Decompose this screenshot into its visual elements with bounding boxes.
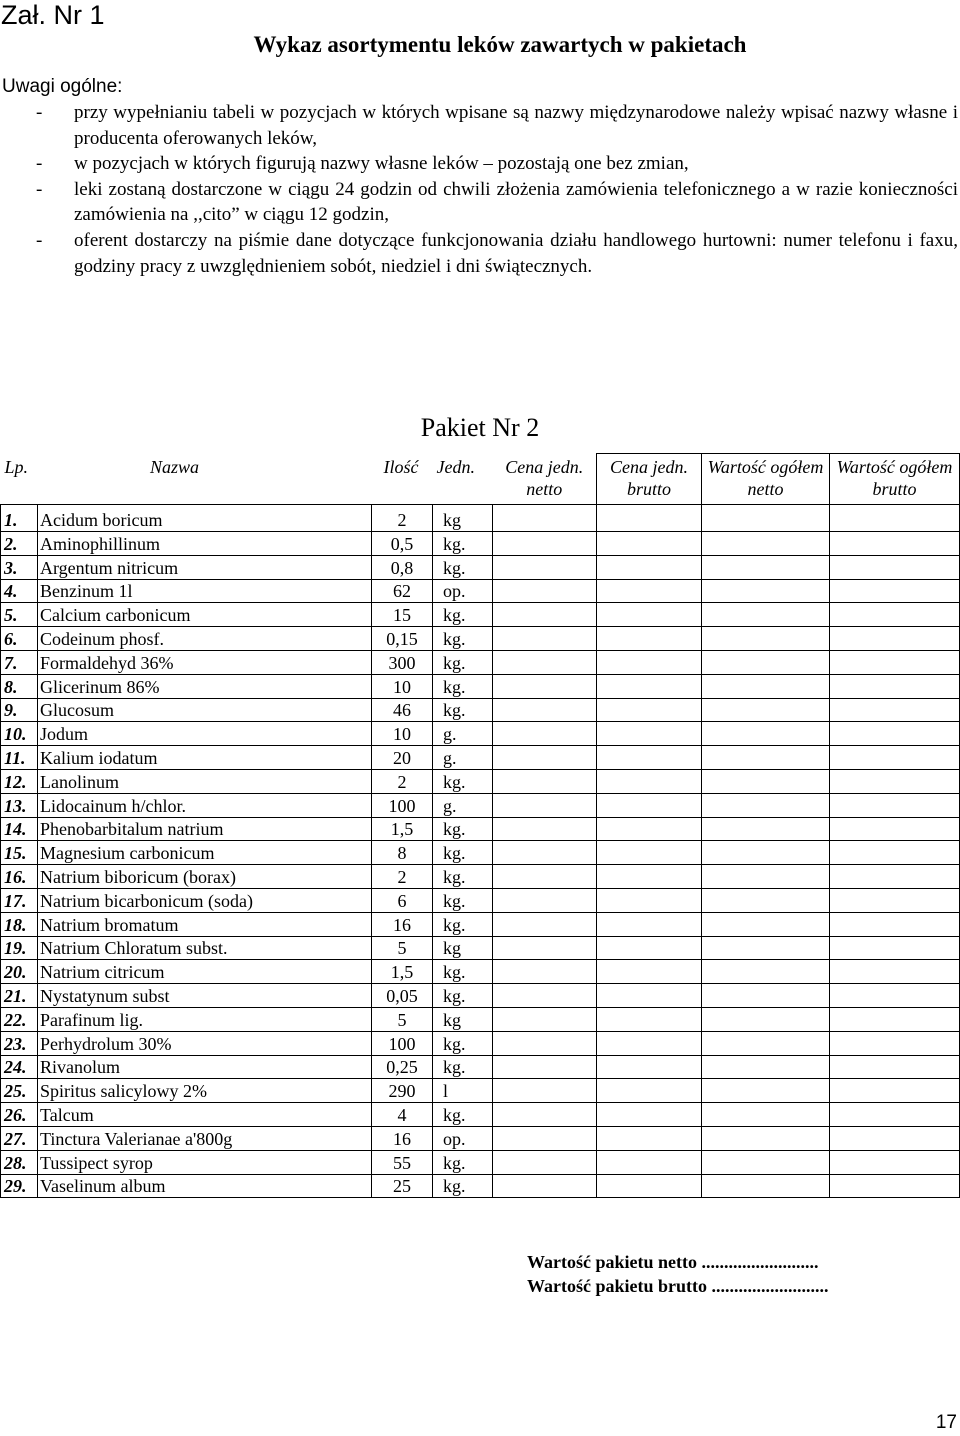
row-total-net-input[interactable] bbox=[702, 1150, 830, 1174]
summary-net: Wartość pakietu netto .......................... bbox=[527, 1252, 819, 1272]
row-name: Lanolinum bbox=[38, 769, 372, 793]
row-name: Vaselinum album bbox=[38, 1174, 372, 1198]
row-unit-net-input[interactable] bbox=[493, 603, 597, 627]
row-unit-gross-input[interactable] bbox=[597, 674, 702, 698]
row-total-gross-input[interactable] bbox=[830, 865, 960, 889]
row-qty: 100 bbox=[372, 1031, 433, 1055]
row-total-gross-input[interactable] bbox=[830, 769, 960, 793]
table-row bbox=[1, 960, 960, 984]
table-row bbox=[1, 1103, 960, 1127]
row-lp: 27. bbox=[1, 1126, 38, 1150]
row-lp: 28. bbox=[1, 1150, 38, 1174]
row-lp: 4. bbox=[1, 579, 38, 603]
row-unit: kg bbox=[433, 505, 493, 532]
column-header-unit-gross: Cena jedn. brutto bbox=[597, 454, 702, 505]
row-unit-gross-input[interactable] bbox=[597, 1055, 702, 1079]
row-qty: 2 bbox=[372, 769, 433, 793]
row-lp: 19. bbox=[1, 936, 38, 960]
row-unit: kg. bbox=[433, 603, 493, 627]
row-unit-net-input[interactable] bbox=[493, 1126, 597, 1150]
row-total-net-input[interactable] bbox=[702, 1055, 830, 1079]
row-unit-net-input[interactable] bbox=[493, 746, 597, 770]
table-body bbox=[1, 505, 960, 1198]
row-unit: kg. bbox=[433, 912, 493, 936]
row-unit-gross-input[interactable] bbox=[597, 1150, 702, 1174]
row-name: Natrium bromatum bbox=[38, 912, 372, 936]
row-total-net-input[interactable] bbox=[702, 1103, 830, 1127]
row-unit-gross-input[interactable] bbox=[597, 817, 702, 841]
row-qty: 55 bbox=[372, 1150, 433, 1174]
row-unit-gross-input[interactable] bbox=[597, 603, 702, 627]
row-name: Natrium biboricum (borax) bbox=[38, 865, 372, 889]
row-unit: kg. bbox=[433, 674, 493, 698]
row-unit: kg bbox=[433, 936, 493, 960]
row-total-gross-input[interactable] bbox=[830, 1055, 960, 1079]
table-row bbox=[1, 579, 960, 603]
row-lp: 2. bbox=[1, 532, 38, 556]
row-total-gross-input[interactable] bbox=[830, 603, 960, 627]
row-name: Tussipect syrop bbox=[38, 1150, 372, 1174]
row-unit-gross-input[interactable] bbox=[597, 1007, 702, 1031]
table-row bbox=[1, 1031, 960, 1055]
table-row bbox=[1, 1126, 960, 1150]
row-lp: 9. bbox=[1, 698, 38, 722]
row-total-gross-input[interactable] bbox=[830, 579, 960, 603]
row-qty: 1,5 bbox=[372, 817, 433, 841]
row-total-gross-input[interactable] bbox=[830, 505, 960, 532]
row-total-gross-input[interactable] bbox=[830, 532, 960, 556]
row-total-net-input[interactable] bbox=[702, 865, 830, 889]
page-number: 17 bbox=[935, 1412, 957, 1433]
column-header-unit-net: Cena jedn. netto bbox=[505, 456, 584, 499]
row-unit-gross-input[interactable] bbox=[597, 865, 702, 889]
table-row bbox=[1, 912, 960, 936]
row-lp: 24. bbox=[1, 1055, 38, 1079]
row-total-net-input[interactable] bbox=[702, 722, 830, 746]
row-unit-gross-input[interactable] bbox=[597, 746, 702, 770]
table-header-row bbox=[1, 454, 960, 505]
row-name: Talcum bbox=[38, 1103, 372, 1127]
row-total-net-input[interactable] bbox=[702, 841, 830, 865]
row-total-gross-input[interactable] bbox=[830, 746, 960, 770]
row-unit: kg. bbox=[433, 1174, 493, 1198]
row-name: Glucosum bbox=[38, 698, 372, 722]
row-total-net-input[interactable] bbox=[702, 627, 830, 651]
row-unit: kg. bbox=[433, 650, 493, 674]
row-unit-net-input[interactable] bbox=[493, 912, 597, 936]
row-qty: 6 bbox=[372, 888, 433, 912]
row-unit: kg. bbox=[433, 555, 493, 579]
row-lp: 17. bbox=[1, 888, 38, 912]
row-name: Calcium carbonicum bbox=[38, 603, 372, 627]
row-qty: 2 bbox=[372, 505, 433, 532]
row-qty: 10 bbox=[372, 722, 433, 746]
table-row bbox=[1, 650, 960, 674]
row-name: Acidum boricum bbox=[38, 505, 372, 532]
table-row bbox=[1, 984, 960, 1008]
row-name: Aminophillinum bbox=[38, 532, 372, 556]
row-name: Spiritus salicylowy 2% bbox=[38, 1079, 372, 1103]
row-total-gross-input[interactable] bbox=[830, 674, 960, 698]
row-lp: 7. bbox=[1, 650, 38, 674]
row-unit-net-input[interactable] bbox=[493, 1079, 597, 1103]
table-row bbox=[1, 698, 960, 722]
row-lp: 22. bbox=[1, 1007, 38, 1031]
row-name: Tinctura Valerianae a'800g bbox=[38, 1126, 372, 1150]
row-total-gross-input[interactable] bbox=[830, 1174, 960, 1198]
row-unit: kg. bbox=[433, 769, 493, 793]
row-unit-gross-input[interactable] bbox=[597, 1031, 702, 1055]
row-total-gross-input[interactable] bbox=[830, 841, 960, 865]
row-total-net-input[interactable] bbox=[702, 1079, 830, 1103]
row-unit-gross-input[interactable] bbox=[597, 555, 702, 579]
row-unit: kg. bbox=[433, 698, 493, 722]
row-total-net-input[interactable] bbox=[702, 912, 830, 936]
notes-heading: Uwagi ogólne: bbox=[2, 76, 123, 97]
table-row bbox=[1, 865, 960, 889]
row-unit: kg. bbox=[433, 841, 493, 865]
table-row bbox=[1, 1150, 960, 1174]
row-unit-gross-input[interactable] bbox=[597, 960, 702, 984]
table-row bbox=[1, 555, 960, 579]
row-name: Phenobarbitalum natrium bbox=[38, 817, 372, 841]
row-total-gross-input[interactable] bbox=[830, 1079, 960, 1103]
row-unit: kg bbox=[433, 1007, 493, 1031]
row-lp: 10. bbox=[1, 722, 38, 746]
table-row bbox=[1, 532, 960, 556]
row-lp: 3. bbox=[1, 555, 38, 579]
row-lp: 16. bbox=[1, 865, 38, 889]
row-name: Kalium iodatum bbox=[38, 746, 372, 770]
row-unit-gross-input[interactable] bbox=[597, 1079, 702, 1103]
row-name: Natrium Chloratum subst. bbox=[38, 936, 372, 960]
row-total-gross-input[interactable] bbox=[830, 888, 960, 912]
row-qty: 62 bbox=[372, 579, 433, 603]
row-name: Formaldehyd 36% bbox=[38, 650, 372, 674]
row-total-net-input[interactable] bbox=[702, 1031, 830, 1055]
row-qty: 1,5 bbox=[372, 960, 433, 984]
row-lp: 20. bbox=[1, 960, 38, 984]
row-qty: 0,15 bbox=[372, 627, 433, 651]
row-total-net-input[interactable] bbox=[702, 579, 830, 603]
row-qty: 15 bbox=[372, 603, 433, 627]
row-total-gross-input[interactable] bbox=[830, 1103, 960, 1127]
row-total-net-input[interactable] bbox=[702, 960, 830, 984]
row-lp: 29. bbox=[1, 1174, 38, 1198]
row-unit: kg. bbox=[433, 865, 493, 889]
row-name: Natrium citricum bbox=[38, 960, 372, 984]
row-qty: 20 bbox=[372, 746, 433, 770]
row-qty: 10 bbox=[372, 674, 433, 698]
row-unit-gross-input[interactable] bbox=[597, 841, 702, 865]
table-row bbox=[1, 817, 960, 841]
table-row bbox=[1, 793, 960, 817]
row-unit-net-input[interactable] bbox=[493, 960, 597, 984]
row-unit: kg. bbox=[433, 888, 493, 912]
row-unit-net-input[interactable] bbox=[493, 793, 597, 817]
column-header-total-net: Wartość ogółem netto bbox=[702, 454, 830, 505]
row-total-gross-input[interactable] bbox=[830, 698, 960, 722]
row-unit-net-input[interactable] bbox=[493, 627, 597, 651]
row-unit: kg. bbox=[433, 532, 493, 556]
row-unit-net-input[interactable] bbox=[493, 722, 597, 746]
table-row bbox=[1, 936, 960, 960]
row-qty: 100 bbox=[372, 793, 433, 817]
row-lp: 25. bbox=[1, 1079, 38, 1103]
row-total-gross-input[interactable] bbox=[830, 912, 960, 936]
row-qty: 5 bbox=[372, 936, 433, 960]
package-title bbox=[0, 411, 960, 445]
notes-list bbox=[0, 100, 958, 279]
row-unit-gross-input[interactable] bbox=[597, 722, 702, 746]
table-row bbox=[1, 722, 960, 746]
row-lp: 12. bbox=[1, 769, 38, 793]
row-unit-gross-input[interactable] bbox=[597, 936, 702, 960]
row-unit: op. bbox=[433, 1126, 493, 1150]
row-qty: 0,05 bbox=[372, 984, 433, 1008]
row-name: Rivanolum bbox=[38, 1055, 372, 1079]
row-total-net-input[interactable] bbox=[702, 603, 830, 627]
row-total-gross-input[interactable] bbox=[830, 627, 960, 651]
row-unit-gross-input[interactable] bbox=[597, 984, 702, 1008]
row-unit-net-input[interactable] bbox=[493, 579, 597, 603]
row-unit-gross-input[interactable] bbox=[597, 769, 702, 793]
row-lp: 11. bbox=[1, 746, 38, 770]
package-title-text: Pakiet Nr 2 bbox=[420, 413, 540, 442]
row-unit-gross-input[interactable] bbox=[597, 532, 702, 556]
row-total-net-input[interactable] bbox=[702, 555, 830, 579]
table-row bbox=[1, 1007, 960, 1031]
row-name: Magnesium carbonicum bbox=[38, 841, 372, 865]
row-total-gross-input[interactable] bbox=[830, 936, 960, 960]
row-lp: 13. bbox=[1, 793, 38, 817]
table-row bbox=[1, 1055, 960, 1079]
row-total-net-input[interactable] bbox=[702, 1126, 830, 1150]
row-unit-net-input[interactable] bbox=[493, 769, 597, 793]
row-unit-net-input[interactable] bbox=[493, 1174, 597, 1198]
row-total-gross-input[interactable] bbox=[830, 817, 960, 841]
row-name: Natrium bicarbonicum (soda) bbox=[38, 888, 372, 912]
row-total-net-input[interactable] bbox=[702, 769, 830, 793]
summary-gross: Wartość pakietu brutto .......................... bbox=[527, 1276, 829, 1296]
row-total-gross-input[interactable] bbox=[830, 1007, 960, 1031]
row-total-net-input[interactable] bbox=[702, 674, 830, 698]
row-total-gross-input[interactable] bbox=[830, 793, 960, 817]
row-total-gross-input[interactable] bbox=[830, 1126, 960, 1150]
row-name: Argentum nitricum bbox=[38, 555, 372, 579]
row-unit: g. bbox=[433, 793, 493, 817]
row-unit: kg. bbox=[433, 1055, 493, 1079]
row-total-net-input[interactable] bbox=[702, 817, 830, 841]
row-name: Parafinum lig. bbox=[38, 1007, 372, 1031]
row-unit: kg. bbox=[433, 1103, 493, 1127]
row-lp: 1. bbox=[1, 505, 38, 532]
row-unit-net-input[interactable] bbox=[493, 865, 597, 889]
row-total-net-input[interactable] bbox=[702, 746, 830, 770]
row-unit-net-input[interactable] bbox=[493, 674, 597, 698]
row-unit-net-input[interactable] bbox=[493, 1055, 597, 1079]
row-total-gross-input[interactable] bbox=[830, 650, 960, 674]
document-title bbox=[0, 32, 960, 58]
row-unit-net-input[interactable] bbox=[493, 650, 597, 674]
row-qty: 8 bbox=[372, 841, 433, 865]
row-unit: kg. bbox=[433, 627, 493, 651]
row-unit-gross-input[interactable] bbox=[597, 1174, 702, 1198]
row-lp: 26. bbox=[1, 1103, 38, 1127]
row-unit: kg. bbox=[433, 1031, 493, 1055]
row-total-net-input[interactable] bbox=[702, 650, 830, 674]
column-header-total-gross: Wartość ogółem brutto bbox=[830, 454, 960, 505]
row-total-gross-input[interactable] bbox=[830, 960, 960, 984]
row-total-net-input[interactable] bbox=[702, 1174, 830, 1198]
row-unit: op. bbox=[433, 579, 493, 603]
row-unit-gross-input[interactable] bbox=[597, 627, 702, 651]
row-unit: kg. bbox=[433, 984, 493, 1008]
table-row bbox=[1, 627, 960, 651]
row-qty: 0,5 bbox=[372, 532, 433, 556]
document-title-text: Wykaz asortymentu leków zawartych w pakietach bbox=[253, 32, 747, 57]
row-total-net-input[interactable] bbox=[702, 984, 830, 1008]
row-unit: l bbox=[433, 1079, 493, 1103]
row-total-net-input[interactable] bbox=[702, 1007, 830, 1031]
row-unit: kg. bbox=[433, 1150, 493, 1174]
row-total-net-input[interactable] bbox=[702, 505, 830, 532]
row-qty: 2 bbox=[372, 865, 433, 889]
row-name: Lidocainum h/chlor. bbox=[38, 793, 372, 817]
table-row bbox=[1, 841, 960, 865]
row-lp: 23. bbox=[1, 1031, 38, 1055]
note-item: - w pozycjach w których figurują nazwy własne leków – pozostają one bez zmian, bbox=[0, 151, 958, 177]
drug-table bbox=[0, 453, 960, 1198]
row-unit-net-input[interactable] bbox=[493, 698, 597, 722]
row-unit-gross-input[interactable] bbox=[597, 793, 702, 817]
row-lp: 15. bbox=[1, 841, 38, 865]
note-item: - przy wypełnianiu tabeli w pozycjach w których wpisane są nazwy międzynarodowe należy wpisać nazwy własne i producenta oferowanych leków, bbox=[0, 100, 958, 151]
row-unit-net-input[interactable] bbox=[493, 1031, 597, 1055]
package-summary bbox=[527, 1250, 829, 1298]
row-name: Codeinum phosf. bbox=[38, 627, 372, 651]
row-qty: 25 bbox=[372, 1174, 433, 1198]
row-qty: 16 bbox=[372, 912, 433, 936]
row-total-net-input[interactable] bbox=[702, 936, 830, 960]
row-qty: 290 bbox=[372, 1079, 433, 1103]
row-lp: 8. bbox=[1, 674, 38, 698]
row-unit-net-input[interactable] bbox=[493, 1007, 597, 1031]
row-unit-net-input[interactable] bbox=[493, 555, 597, 579]
note-item: - leki zostaną dostarczone w ciągu 24 godzin od chwili złożenia zamówienia telefonicznego a w razie konieczności zamówienia na ,,cito” w ciągu 12 godzin, bbox=[0, 177, 958, 228]
row-unit-net-input[interactable] bbox=[493, 888, 597, 912]
table-row bbox=[1, 674, 960, 698]
row-unit-gross-input[interactable] bbox=[597, 912, 702, 936]
row-total-net-input[interactable] bbox=[702, 698, 830, 722]
row-unit-net-input[interactable] bbox=[493, 532, 597, 556]
table-row bbox=[1, 1079, 960, 1103]
row-lp: 6. bbox=[1, 627, 38, 651]
row-total-net-input[interactable] bbox=[702, 793, 830, 817]
row-lp: 14. bbox=[1, 817, 38, 841]
row-unit-gross-input[interactable] bbox=[597, 1126, 702, 1150]
row-unit-net-input[interactable] bbox=[493, 936, 597, 960]
table-row bbox=[1, 769, 960, 793]
row-total-net-input[interactable] bbox=[702, 888, 830, 912]
row-name: Perhydrolum 30% bbox=[38, 1031, 372, 1055]
column-header-unit: Jedn. bbox=[436, 456, 475, 477]
row-qty: 46 bbox=[372, 698, 433, 722]
row-qty: 5 bbox=[372, 1007, 433, 1031]
table-row bbox=[1, 505, 960, 532]
row-unit-gross-input[interactable] bbox=[597, 505, 702, 532]
row-unit-gross-input[interactable] bbox=[597, 650, 702, 674]
row-unit: kg. bbox=[433, 817, 493, 841]
table-row bbox=[1, 1174, 960, 1198]
row-qty: 0,25 bbox=[372, 1055, 433, 1079]
row-total-gross-input[interactable] bbox=[830, 984, 960, 1008]
row-qty: 16 bbox=[372, 1126, 433, 1150]
row-lp: 21. bbox=[1, 984, 38, 1008]
table-row bbox=[1, 603, 960, 627]
row-qty: 0,8 bbox=[372, 555, 433, 579]
row-unit-gross-input[interactable] bbox=[597, 698, 702, 722]
row-lp: 5. bbox=[1, 603, 38, 627]
row-unit: kg. bbox=[433, 960, 493, 984]
row-name: Glicerinum 86% bbox=[38, 674, 372, 698]
row-name: Nystatynum subst bbox=[38, 984, 372, 1008]
row-unit-net-input[interactable] bbox=[493, 984, 597, 1008]
row-total-gross-input[interactable] bbox=[830, 722, 960, 746]
row-unit-net-input[interactable] bbox=[493, 505, 597, 532]
row-unit: g. bbox=[433, 746, 493, 770]
row-unit-net-input[interactable] bbox=[493, 817, 597, 841]
row-total-gross-input[interactable] bbox=[830, 555, 960, 579]
row-unit-net-input[interactable] bbox=[493, 1150, 597, 1174]
row-unit-gross-input[interactable] bbox=[597, 888, 702, 912]
row-total-gross-input[interactable] bbox=[830, 1150, 960, 1174]
table-row bbox=[1, 746, 960, 770]
row-qty: 4 bbox=[372, 1103, 433, 1127]
column-header-name: Nazwa bbox=[149, 456, 200, 477]
column-header-lp: Lp. bbox=[4, 456, 29, 477]
row-unit-gross-input[interactable] bbox=[597, 579, 702, 603]
column-header-qty: Ilość bbox=[383, 456, 419, 477]
row-qty: 300 bbox=[372, 650, 433, 674]
row-unit-gross-input[interactable] bbox=[597, 1103, 702, 1127]
row-name: Benzinum 1l bbox=[38, 579, 372, 603]
row-unit-net-input[interactable] bbox=[493, 1103, 597, 1127]
row-total-gross-input[interactable] bbox=[830, 1031, 960, 1055]
row-lp: 18. bbox=[1, 912, 38, 936]
row-unit: g. bbox=[433, 722, 493, 746]
row-name: Jodum bbox=[38, 722, 372, 746]
attachment-label: Zał. Nr 1 bbox=[1, 0, 105, 30]
row-total-net-input[interactable] bbox=[702, 532, 830, 556]
table-row bbox=[1, 888, 960, 912]
note-item: - oferent dostarczy na piśmie dane dotyczące funkcjonowania działu handlowego hurtowni: numer telefonu i faxu, godziny pracy z uwzględnieniem sobót, niedziel i dni świątecznych. bbox=[0, 228, 958, 279]
row-unit-net-input[interactable] bbox=[493, 841, 597, 865]
